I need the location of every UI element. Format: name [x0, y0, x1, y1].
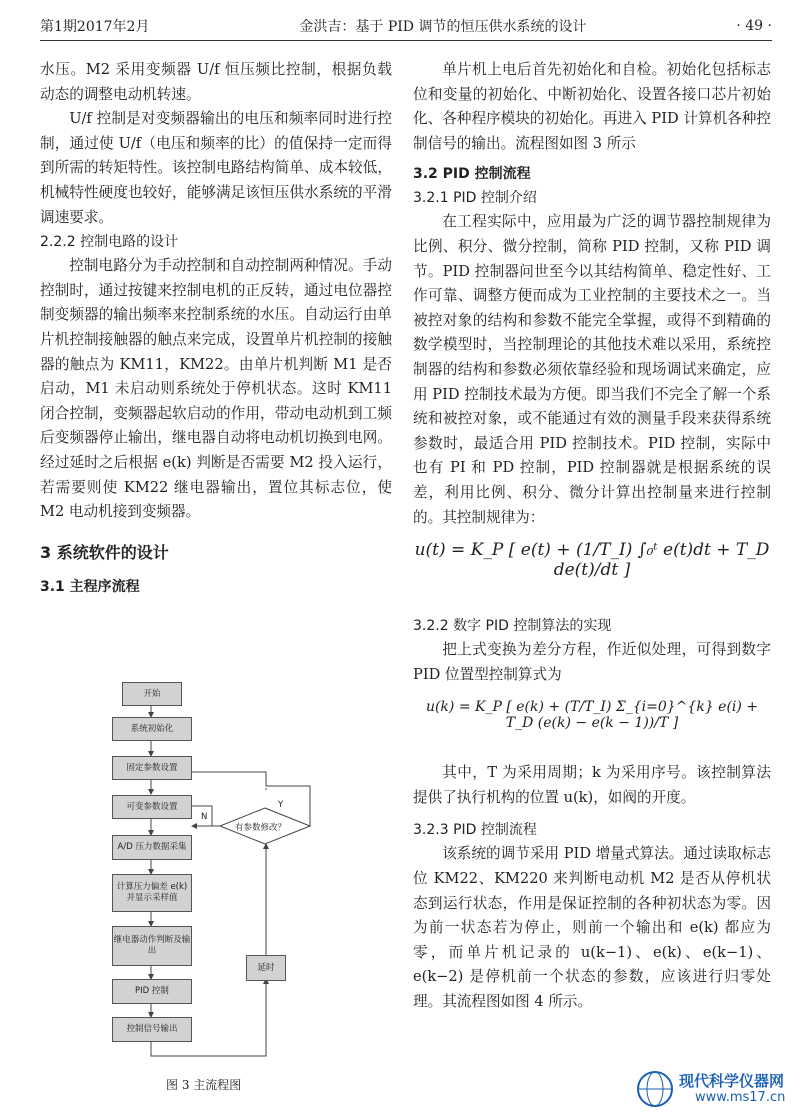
variable-param-box: 可变参数设置	[112, 795, 192, 819]
start-box: 开始	[122, 682, 182, 706]
paragraph: 该系统的调节采用 PID 增量式算法。通过读取标志位 KM22、KM220 来判断电动机 M2 是否从停机状态到运行状态，作用是保证控制的各种初状态为零。因为前一状态若为停止，则前一个输出和 e(k) 都应为零，而单片机记录的 u(k−1)、e(k)、e(k−1)、e(k−2) 是停机前一个状态的参数，应该进行归零处理。其流程图如图 4 所示。	[413, 845, 771, 1011]
pid-box: PID 控制	[112, 979, 192, 1004]
right-column	[413, 58, 771, 1015]
relay-box: 继电器动作判断及输出	[112, 926, 192, 966]
section-heading: 3.2 PID 控制流程	[413, 166, 531, 183]
ad-sample-box: A/D 压力数据采集	[112, 835, 192, 860]
no-label: N	[201, 812, 208, 822]
yes-label: Y	[278, 800, 284, 810]
error-calc-box: 计算压力偏差 e(k) 并显示采样值	[112, 874, 192, 912]
paragraph: 把上式变换为差分方程，作近似处理，可得到数字 PID 位置型控制算式为	[413, 641, 771, 683]
section-heading: 3.2.1 PID 控制介绍	[413, 190, 537, 207]
main-flowchart	[100, 672, 330, 1062]
init-box: 系统初始化	[112, 717, 192, 741]
digital-pid-equation: u(k) = K_P [ e(k) + (T/T_I) Σ_{i=0}^{k} e(i) + T_D (e(k) − e(k − 1))/T ]	[425, 699, 759, 732]
page-header	[40, 12, 772, 41]
running-title: 金洪吉：基于 PID 调节的恒压供水系统的设计	[299, 19, 587, 35]
fixed-param-box: 固定参数设置	[112, 756, 192, 780]
globe-icon	[635, 1068, 677, 1110]
paragraph: 控制电路分为手动控制和自动控制两种情况。手动控制时，通过按键来控制电机的正反转，通过电位器控制变频器的输出频率来控制系统的水压。自动运行由单片机控制接触器的触点来完成，设置单片机控制的接触器的触点为 KM11，KM22。由单片机判断 M1 是否启动，M1 未启动则系统处于停机状态。这时 KM11 闭合控制，变频器起软启动的作用，带动电动机到工频后变频器停止输出，继电器自动将电动机切换到电网。经过延时之后根据 e(k) 判断是否需要 M2 投入运行，若需要则使 KM22 继电器输出，置位其标志位，使 M2 电动机接到变频器。	[40, 257, 392, 521]
figure-caption: 图 3 主流程图	[166, 1078, 242, 1092]
output-box: 控制信号输出	[112, 1017, 192, 1042]
section-heading: 3 系统软件的设计	[40, 542, 169, 562]
left-column	[40, 58, 392, 599]
paragraph: U/f 控制是对变频器输出的电压和频率同时进行控制，通过使 U/f（电压和频率的比）的值保持一定而得到所需的转矩特性。该控制电路结构简单、成本较低，机械特性硬度也较好，能够满足该恒压供水系统的平滑调速要求。	[40, 110, 392, 226]
paragraph: 水压。M2 采用变频器 U/f 恒压频比控制，根据负载动态的调整电动机转速。	[40, 61, 392, 103]
decision-label: 有参数修改？	[235, 823, 287, 833]
page-number: · 49 ·	[736, 18, 772, 34]
journal-issue: 第1期2017年2月	[40, 19, 150, 35]
pid-equation: u(t) = K_P [ e(t) + (1/T_I) ∫₀ᵗ e(t)dt + T_D de(t)/dt ]	[414, 540, 770, 581]
paragraph: 其中，T 为采用周期；k 为采用序号。该控制算法提供了执行机构的位置 u(k)，如阀的开度。	[413, 764, 771, 806]
section-heading: 3.1 主程序流程	[40, 578, 140, 595]
paragraph: 单片机上电后首先初始化和自检。初始化包括标志位和变量的初始化、中断初始化、设置各接口芯片初始化、各种程序模块的初始化。再进入 PID 计算机各种控制信号的输出。流程图如图 3 所示	[413, 61, 771, 152]
watermark-logo	[635, 1068, 790, 1110]
watermark-name: 现代科学仪器网	[679, 1072, 785, 1090]
paragraph: 在工程实际中，应用最为广泛的调节器控制规律为比例、积分、微分控制，简称 PID 控制，又称 PID 调节。PID 控制器问世至今以其结构简单、稳定性好、工作可靠、调整方便而成为工业控制的主要技术之一。当被控对象的结构和参数不能完全掌握，或得不到精确的数学模型时，当控制理论的其他技术难以采用，系统控制器的结构和参数必须依靠经验和现场调试来确定，应用 PID 控制技术最为方便。即当我们不完全了解一个系统和被控对象，或不能通过有效的测量手段来获得系统参数时，最适合用 PID 控制技术。PID 控制，实际中也有 PI 和 PD 控制，PID 控制器就是根据系统的误差，利用比例、积分、微分计算出控制量来进行控制的。其控制规律为：	[413, 213, 771, 526]
section-heading: 2.2.2 控制电路的设计	[40, 234, 179, 251]
watermark-url: www.ms17.cn	[695, 1090, 786, 1105]
section-heading: 3.2.2 数字 PID 控制算法的实现	[413, 618, 612, 635]
delay-box: 延时	[246, 955, 286, 981]
section-heading: 3.2.3 PID 控制流程	[413, 822, 537, 839]
